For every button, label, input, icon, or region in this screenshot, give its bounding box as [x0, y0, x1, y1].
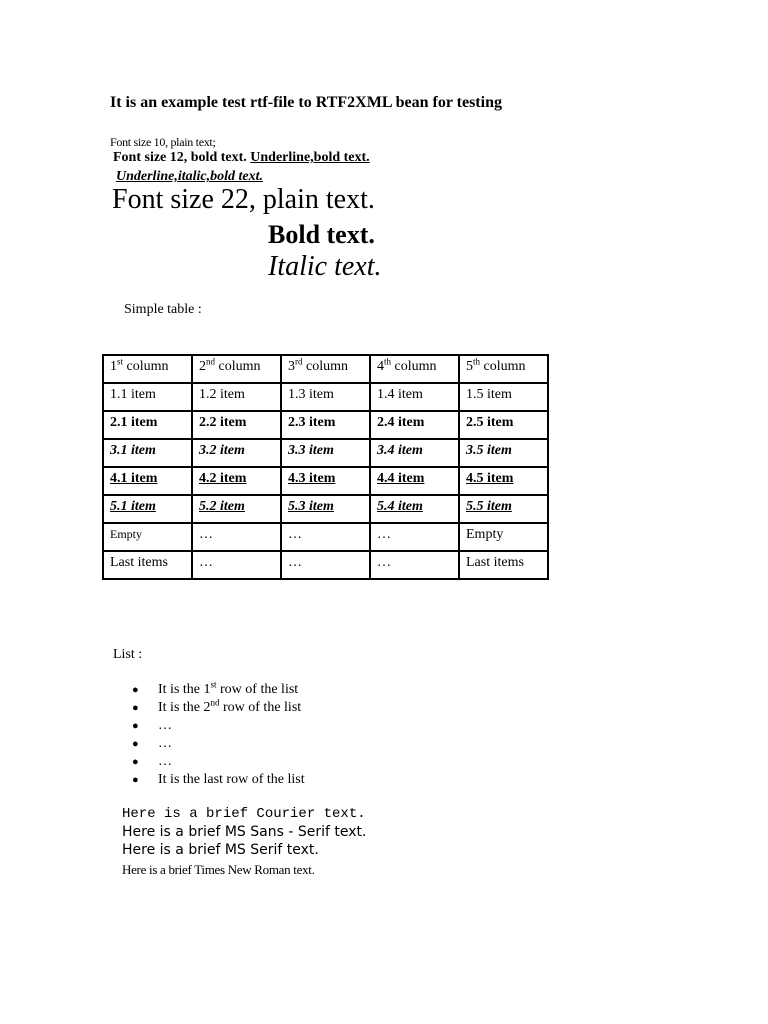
table-cell: 2.1 item — [103, 411, 192, 439]
bullet-list — [130, 681, 305, 789]
table-header-cell: 4th column — [370, 355, 459, 383]
bullet-icon: ● — [132, 738, 139, 750]
table-cell: Empty — [103, 523, 192, 551]
font-size-22-line: Font size 22, plain text. — [112, 184, 375, 215]
list-item: ● It is the 1st row of the list — [132, 679, 299, 697]
document-title: It is an example test rtf-file to RTF2XML bean for testing — [110, 94, 502, 111]
ms-serif-text-line: Here is a brief MS Serif text. — [122, 842, 319, 858]
table-cell: 5.2 item — [192, 495, 281, 523]
table-header-cell: 5th column — [459, 355, 548, 383]
table-row — [103, 383, 548, 411]
ms-sans-serif-text-line: Here is a brief MS Sans - Serif text. — [122, 824, 367, 840]
table-cell: 4.1 item — [103, 467, 192, 495]
table-cell: Last items — [103, 551, 192, 579]
table-cell: 5.1 item — [103, 495, 192, 523]
table-cell: 1.2 item — [192, 383, 281, 411]
table-cell: 4.2 item — [192, 467, 281, 495]
table-cell: 3.3 item — [281, 439, 370, 467]
table-row — [103, 551, 548, 579]
table-cell: 4.5 item — [459, 467, 548, 495]
bullet-icon: ● — [132, 702, 139, 714]
courier-text-line: Here is a brief Courier text. — [122, 806, 366, 822]
bold-text-span: Font size 12, bold text. — [113, 150, 247, 165]
table-cell: … — [281, 551, 370, 579]
table-cell: Empty — [459, 523, 548, 551]
table-cell: 5.3 item — [281, 495, 370, 523]
table-cell: 1.5 item — [459, 383, 548, 411]
underline-italic-bold-line: Underline,italic,bold text. — [116, 169, 263, 184]
list-item: ● … — [132, 736, 172, 751]
table-row — [103, 495, 548, 523]
table-cell: 2.3 item — [281, 411, 370, 439]
table-cell: 4.4 item — [370, 467, 459, 495]
underline-bold-span: Underline,bold text. — [250, 150, 370, 165]
table-cell: 3.1 item — [103, 439, 192, 467]
table-cell: 5.5 item — [459, 495, 548, 523]
bullet-icon: ● — [132, 684, 139, 696]
table-cell: 1.1 item — [103, 383, 192, 411]
table-header-cell: 2nd column — [192, 355, 281, 383]
simple-table — [102, 354, 549, 580]
table-header-cell: 1st column — [103, 355, 192, 383]
list-label: List : — [113, 647, 143, 662]
table-cell: 5.4 item — [370, 495, 459, 523]
table-cell: 1.4 item — [370, 383, 459, 411]
list-item: ● … — [132, 718, 172, 733]
simple-table-label: Simple table : — [124, 302, 202, 317]
table-cell: 2.4 item — [370, 411, 459, 439]
font-size-10-line: Font size 10, plain text; — [110, 135, 216, 149]
table-header-cell: 3rd column — [281, 355, 370, 383]
table-cell: 3.5 item — [459, 439, 548, 467]
list-item: ● It is the 2nd row of the list — [132, 697, 302, 715]
list-item: ● It is the last row of the list — [132, 772, 305, 787]
table-cell: 2.5 item — [459, 411, 548, 439]
italic-text-line: Italic text. — [268, 251, 382, 282]
table-row — [103, 439, 548, 467]
table-cell: 3.2 item — [192, 439, 281, 467]
table-cell: 4.3 item — [281, 467, 370, 495]
font-size-12-bold-line — [113, 150, 370, 166]
table-cell: 3.4 item — [370, 439, 459, 467]
table-cell: … — [192, 551, 281, 579]
bullet-icon: ● — [132, 720, 139, 732]
table-row — [103, 523, 548, 551]
table-cell: 1.3 item — [281, 383, 370, 411]
list-item: ● … — [132, 754, 172, 769]
table-row — [103, 411, 548, 439]
table-cell: … — [281, 523, 370, 551]
table-cell: … — [370, 551, 459, 579]
times-new-roman-text-line: Here is a brief Times New Roman text. — [122, 862, 315, 877]
table-cell: … — [192, 523, 281, 551]
bullet-icon: ● — [132, 756, 139, 768]
table-cell: Last items — [459, 551, 548, 579]
table-cell: … — [370, 523, 459, 551]
table-header-row — [103, 355, 548, 383]
bullet-icon: ● — [132, 774, 139, 786]
bold-text-line: Bold text. — [268, 220, 375, 249]
table-row — [103, 467, 548, 495]
table-cell: 2.2 item — [192, 411, 281, 439]
